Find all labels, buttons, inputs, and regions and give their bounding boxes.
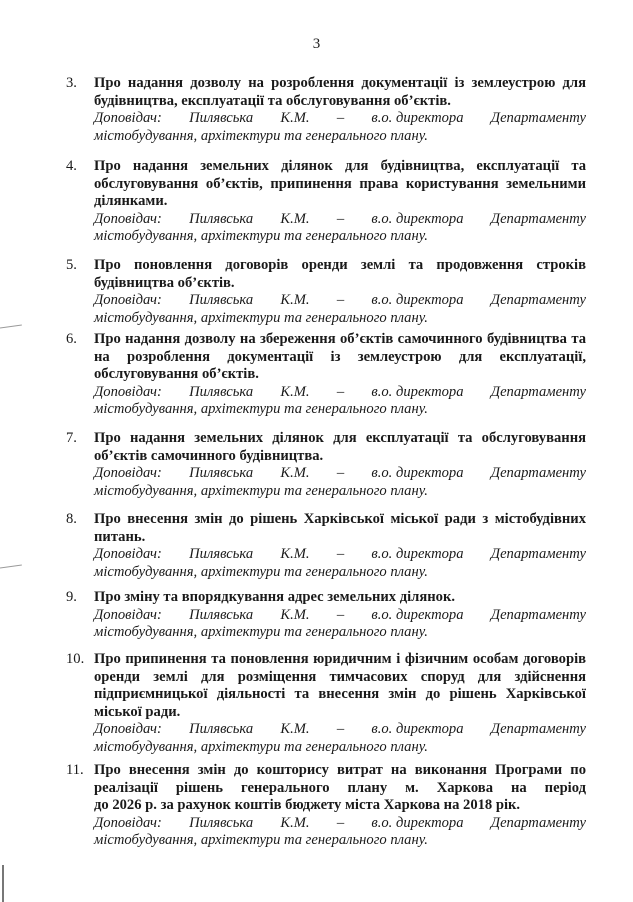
- speaker-position: в.о. директора: [371, 110, 464, 126]
- speaker-dash: –: [336, 814, 345, 831]
- agenda-item-title: [94, 331, 586, 384]
- page-number: 3: [312, 36, 321, 52]
- speaker-department-full: містобудування, архітектури та генерального плану.: [94, 127, 428, 144]
- speaker-name: Пилявська: [189, 546, 254, 562]
- agenda-item-title-line: питань.: [94, 528, 146, 545]
- speaker-position: в.о. директора: [371, 814, 464, 831]
- agenda-item-title: [94, 158, 586, 211]
- speaker-position: в.о. директора: [371, 210, 464, 227]
- agenda-item: [66, 257, 586, 327]
- agenda-item: [66, 651, 586, 756]
- speaker-name: Пилявська: [189, 606, 254, 623]
- agenda-item-title-line: реалізації рішень генерального плану м. Харкова на період: [94, 779, 586, 796]
- speaker-initials: К.М.: [280, 465, 310, 481]
- speaker-initials: К.М.: [280, 606, 310, 623]
- agenda-item-title-line: будівництва, експлуатації та обслуговування об’єктів.: [94, 92, 451, 109]
- speaker-dash: –: [336, 606, 345, 623]
- speaker-position: в.о. директора: [371, 383, 464, 400]
- speaker-role: Доповідач:: [94, 210, 162, 227]
- agenda-item-number: 3.: [66, 75, 77, 91]
- speaker-department-full: містобудування, архітектури та генерального плану.: [94, 228, 428, 244]
- speaker-dash: –: [336, 465, 345, 481]
- agenda-item-title-line: Про надання дозволу на збереження об’єктів самочинного будівництва та: [94, 331, 586, 347]
- agenda-item-number: 5.: [66, 257, 77, 273]
- speaker-initials: К.М.: [280, 721, 310, 737]
- agenda-item: [66, 589, 586, 642]
- speaker-role: Доповідач:: [94, 292, 162, 308]
- agenda-item-title-line: будівництва об’єктів.: [94, 274, 235, 291]
- speaker-name: Пилявська: [189, 110, 254, 126]
- agenda-item: [66, 331, 586, 419]
- agenda-item-title-line: об’єктів самочинного будівництва.: [94, 447, 324, 464]
- speaker-department: Департаменту: [490, 383, 586, 400]
- agenda-item-title-line: обслуговування об’єктів.: [94, 366, 259, 382]
- speaker-department-full: містобудування, архітектури та генерального плану.: [94, 482, 428, 499]
- speaker-name: Пилявська: [189, 721, 254, 737]
- speaker-department: Департаменту: [490, 721, 586, 737]
- agenda-item-title-line: Про поновлення договорів оренди землі та продовження строків: [94, 257, 586, 273]
- speaker-dash: –: [336, 546, 345, 562]
- speaker-line: [94, 721, 586, 739]
- agenda-item-title-line: Про зміну та впорядкування адрес земельних ділянок.: [94, 589, 456, 605]
- margin-mark: [0, 324, 22, 329]
- agenda-item-number: 11.: [66, 762, 84, 778]
- speaker-position: в.о. директора: [371, 465, 464, 481]
- speaker-line: [94, 292, 586, 310]
- speaker-position: в.о. директора: [371, 721, 464, 737]
- agenda-item-number: 10.: [66, 651, 85, 667]
- speaker-department: Департаменту: [490, 606, 586, 623]
- speaker-role: Доповідач:: [94, 383, 162, 400]
- agenda-item: [66, 762, 586, 850]
- speaker-department: Департаменту: [490, 465, 586, 481]
- speaker-name: Пилявська: [189, 383, 254, 400]
- agenda-item-number: 4.: [66, 158, 77, 174]
- speaker-initials: К.М.: [280, 110, 310, 126]
- agenda-item-title-line: на розроблення документації із землеустрою для експлуатації,: [94, 348, 586, 365]
- speaker-dash: –: [336, 110, 345, 126]
- speaker-position: в.о. директора: [371, 606, 464, 623]
- agenda-item-title-line: обслуговування об’єктів, припинення права користування земельними: [94, 175, 586, 192]
- agenda-item-title: [94, 651, 586, 721]
- speaker-department: Департаменту: [490, 210, 586, 227]
- speaker-department-full: містобудування, архітектури та генерального плану.: [94, 309, 428, 326]
- speaker-line: [94, 211, 586, 229]
- agenda-item-title: [94, 511, 586, 546]
- agenda-item: [66, 511, 586, 581]
- speaker-initials: К.М.: [280, 546, 310, 562]
- speaker-role: Доповідач:: [94, 465, 162, 481]
- agenda-item-title-line: оренди землі для розміщення тимчасових споруд для здійснення: [94, 668, 586, 685]
- scan-edge-line: [2, 865, 4, 902]
- agenda-item-number: 9.: [66, 589, 77, 605]
- speaker-department: Департаменту: [490, 110, 586, 126]
- speaker-name: Пилявська: [189, 210, 254, 227]
- agenda-item-title-line: Про внесення змін до рішень Харківської міської ради з містобудівних: [94, 511, 586, 527]
- speaker-initials: К.М.: [280, 292, 310, 308]
- speaker-dash: –: [336, 210, 345, 227]
- speaker-dash: –: [336, 292, 345, 308]
- margin-mark: [0, 564, 22, 569]
- speaker-department-full: містобудування, архітектури та генерального плану.: [94, 624, 428, 640]
- speaker-role: Доповідач:: [94, 721, 162, 737]
- agenda-item-title: [94, 75, 586, 110]
- speaker-department: Департаменту: [490, 292, 586, 308]
- agenda-item: [66, 75, 586, 145]
- agenda-item-title-line: Про внесення змін до кошторису витрат на виконання Програми по: [94, 762, 586, 778]
- agenda-item: [66, 158, 586, 246]
- agenda-item-title-line: Про надання земельних ділянок для експлуатації та обслуговування: [94, 430, 586, 446]
- agenda-item-title: [94, 257, 586, 292]
- agenda-item-title-line: підприємницької діяльності та внесення змін до рішень Харківської: [94, 686, 586, 702]
- speaker-department: Департаменту: [490, 814, 586, 831]
- agenda-item-title-line: Про надання земельних ділянок для будівництва, експлуатації та: [94, 158, 586, 174]
- speaker-department-full: містобудування, архітектури та генерального плану.: [94, 832, 428, 848]
- speaker-role: Доповідач:: [94, 606, 162, 623]
- speaker-name: Пилявська: [189, 292, 254, 308]
- speaker-department-full: містобудування, архітектури та генерального плану.: [94, 401, 428, 417]
- speaker-dash: –: [336, 721, 345, 737]
- speaker-initials: К.М.: [280, 814, 310, 831]
- speaker-name: Пилявська: [189, 465, 254, 481]
- speaker-dash: –: [336, 383, 345, 400]
- speaker-line: [94, 465, 586, 483]
- agenda-item-title: [94, 589, 586, 607]
- speaker-initials: К.М.: [280, 210, 310, 227]
- agenda-item: [66, 430, 586, 500]
- agenda-item-title-line: міської ради.: [94, 703, 181, 720]
- speaker-position: в.о. директора: [371, 292, 464, 308]
- agenda-item-title-line: Про припинення та поновлення юридичним і фізичним особам договорів: [94, 651, 586, 667]
- speaker-line: [94, 546, 586, 564]
- agenda-item-number: 8.: [66, 511, 77, 527]
- speaker-position: в.о. директора: [371, 546, 464, 562]
- speaker-department: Департаменту: [490, 546, 586, 562]
- speaker-role: Доповідач:: [94, 110, 162, 126]
- speaker-initials: К.М.: [280, 383, 310, 400]
- speaker-department-full: містобудування, архітектури та генерального плану.: [94, 563, 428, 580]
- agenda-item-title-line: Про надання дозволу на розроблення документації із землеустрою для: [94, 75, 586, 91]
- agenda-item-number: 7.: [66, 430, 77, 446]
- speaker-name: Пилявська: [189, 814, 254, 831]
- speaker-line: [94, 607, 586, 625]
- speaker-line: [94, 384, 586, 402]
- speaker-line: [94, 110, 586, 128]
- agenda-item-title: [94, 762, 586, 815]
- agenda-item-title: [94, 430, 586, 465]
- speaker-role: Доповідач:: [94, 814, 162, 831]
- speaker-department-full: містобудування, архітектури та генерального плану.: [94, 738, 428, 755]
- speaker-role: Доповідач:: [94, 546, 162, 562]
- agenda-item-number: 6.: [66, 331, 77, 347]
- agenda-item-title-line: до 2026 р. за рахунок коштів бюджету міста Харкова на 2018 рік.: [94, 797, 521, 813]
- speaker-line: [94, 815, 586, 833]
- agenda-item-title-line: ділянками.: [94, 193, 168, 209]
